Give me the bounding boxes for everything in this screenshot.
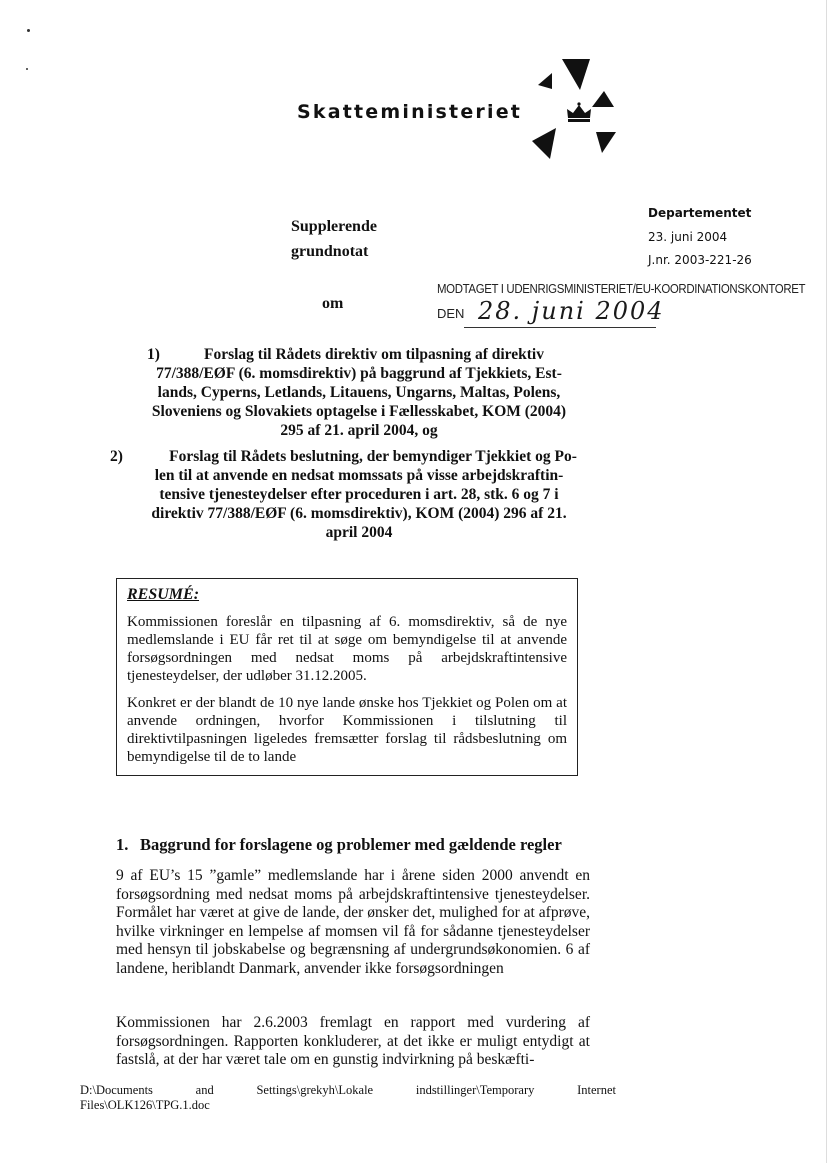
received-stamp-text: MODTAGET I UDENRIGSMINISTERIET/EU-KOORDINATIONSKONTORET	[437, 281, 806, 296]
scan-speck	[27, 29, 30, 32]
section-number: 1.	[116, 835, 129, 854]
path-line-2: Files\OLK126\TPG.1.doc	[80, 1098, 210, 1112]
proposal-number: 1)	[147, 346, 160, 363]
proposal-line: len til at anvende en nedsat momssats på visse arbejdskraftin-	[154, 467, 564, 484]
proposal-line: direktiv 77/388/EØF (6. momsdirektiv), KOM (2004) 296 af 21.	[151, 505, 567, 522]
section-heading	[116, 835, 562, 855]
doc-type-line1: Supplerende	[291, 218, 377, 235]
doc-type-line2: grundnotat	[291, 243, 369, 260]
document-date: 23. juni 2004	[648, 230, 728, 244]
stamp-den-label: DEN	[437, 306, 465, 321]
crown-icon	[565, 102, 593, 124]
body-paragraph: Kommissionen har 2.6.2003 fremlagt en rapport med vurdering af forsøgsordningen. Rapporten konkluderer, at det ikke er muligt entydigt at fastslå, at der har været tale om en gunstig indvirkning på beskæfti-	[116, 1014, 590, 1068]
proposal-line: 77/388/EØF (6. momsdirektiv) på baggrund af Tjekkiets, Est-	[156, 365, 562, 382]
stamp-underline	[464, 327, 656, 328]
proposal-line: Sloveniens og Slovakiets optagelse i Fællesskabet, KOM (2004)	[151, 403, 567, 420]
proposal-line: lands, Cyperns, Letlands, Litauens, Ungarns, Maltas, Polens,	[157, 384, 561, 401]
proposal-1	[130, 345, 588, 440]
proposal-line: april 2004	[325, 524, 393, 541]
path-part: indstillinger\Temporary	[415, 1083, 535, 1097]
proposal-line: Forslag til Rådets beslutning, der bemyndiger Tjekkiet og Po-	[169, 448, 577, 465]
proposal-line: tensive tjenesteydelser efter proceduren i art. 28, stk. 6 og 7 i	[159, 486, 559, 503]
organization-name: Skatteministeriet	[297, 101, 523, 123]
proposal-line: 295 af 21. april 2004, og	[280, 422, 438, 439]
path-part: Internet	[577, 1083, 616, 1097]
handwritten-date: 28. juni 2004	[478, 297, 665, 325]
resume-title: RESUMÉ:	[127, 586, 200, 603]
path-part: Settings\grekyh\Lokale	[256, 1083, 374, 1097]
section-title: Baggrund for forslagene og problemer med gældende regler	[140, 835, 562, 854]
proposal-line: Forslag til Rådets direktiv om tilpasning af direktiv	[203, 346, 544, 363]
resume-box	[116, 578, 578, 776]
proposal-number: 2)	[110, 448, 123, 465]
path-part: D:\Documents	[80, 1083, 153, 1097]
scan-speck	[26, 68, 28, 70]
body-paragraph: 9 af EU’s 15 ”gamle” medlemslande har i årene siden 2000 anvendt en forsøgsordning med nedsat moms på arbejdskraftintensive tjenesteydelser. Formålet har været at give de lande, der ønsker det, mulighed for at afprøve, hvilke virkninger en lempelse af momsen vil få for sådanne tjenesteydelser med hensyn til jobskabelse og begrænsning af undergrundsøkonomien. 6 af landene, heriblandt Danmark, anvender ikke forsøgsordningen	[116, 867, 590, 977]
resume-paragraph: Konkret er der blandt de 10 nye lande ønske hos Tjekkiet og Polen om at anvende ordningen, hvorfor Kommissionen i tilslutning til direktivtilpasningen ligeledes fremsætter forslag til rådsbeslutning om bemyndigelse til de to lande	[127, 695, 567, 765]
resume-paragraph: Kommissionen foreslår en tilpasning af 6. momsdirektiv, så de nye medlemslande i EU får ret til at søge om bemyndigelse til at anvende forsøgsordningen med nedsat moms på arbejdskraftintensive tjenesteydelser, der udløber 31.12.2005.	[127, 614, 567, 684]
path-part: and	[195, 1083, 214, 1097]
proposal-2	[110, 447, 608, 542]
doc-type-line3: om	[322, 295, 344, 312]
department-name: Departementet	[648, 206, 752, 220]
file-path-footer	[80, 1083, 616, 1113]
journal-number: J.nr. 2003-221-26	[648, 253, 752, 267]
